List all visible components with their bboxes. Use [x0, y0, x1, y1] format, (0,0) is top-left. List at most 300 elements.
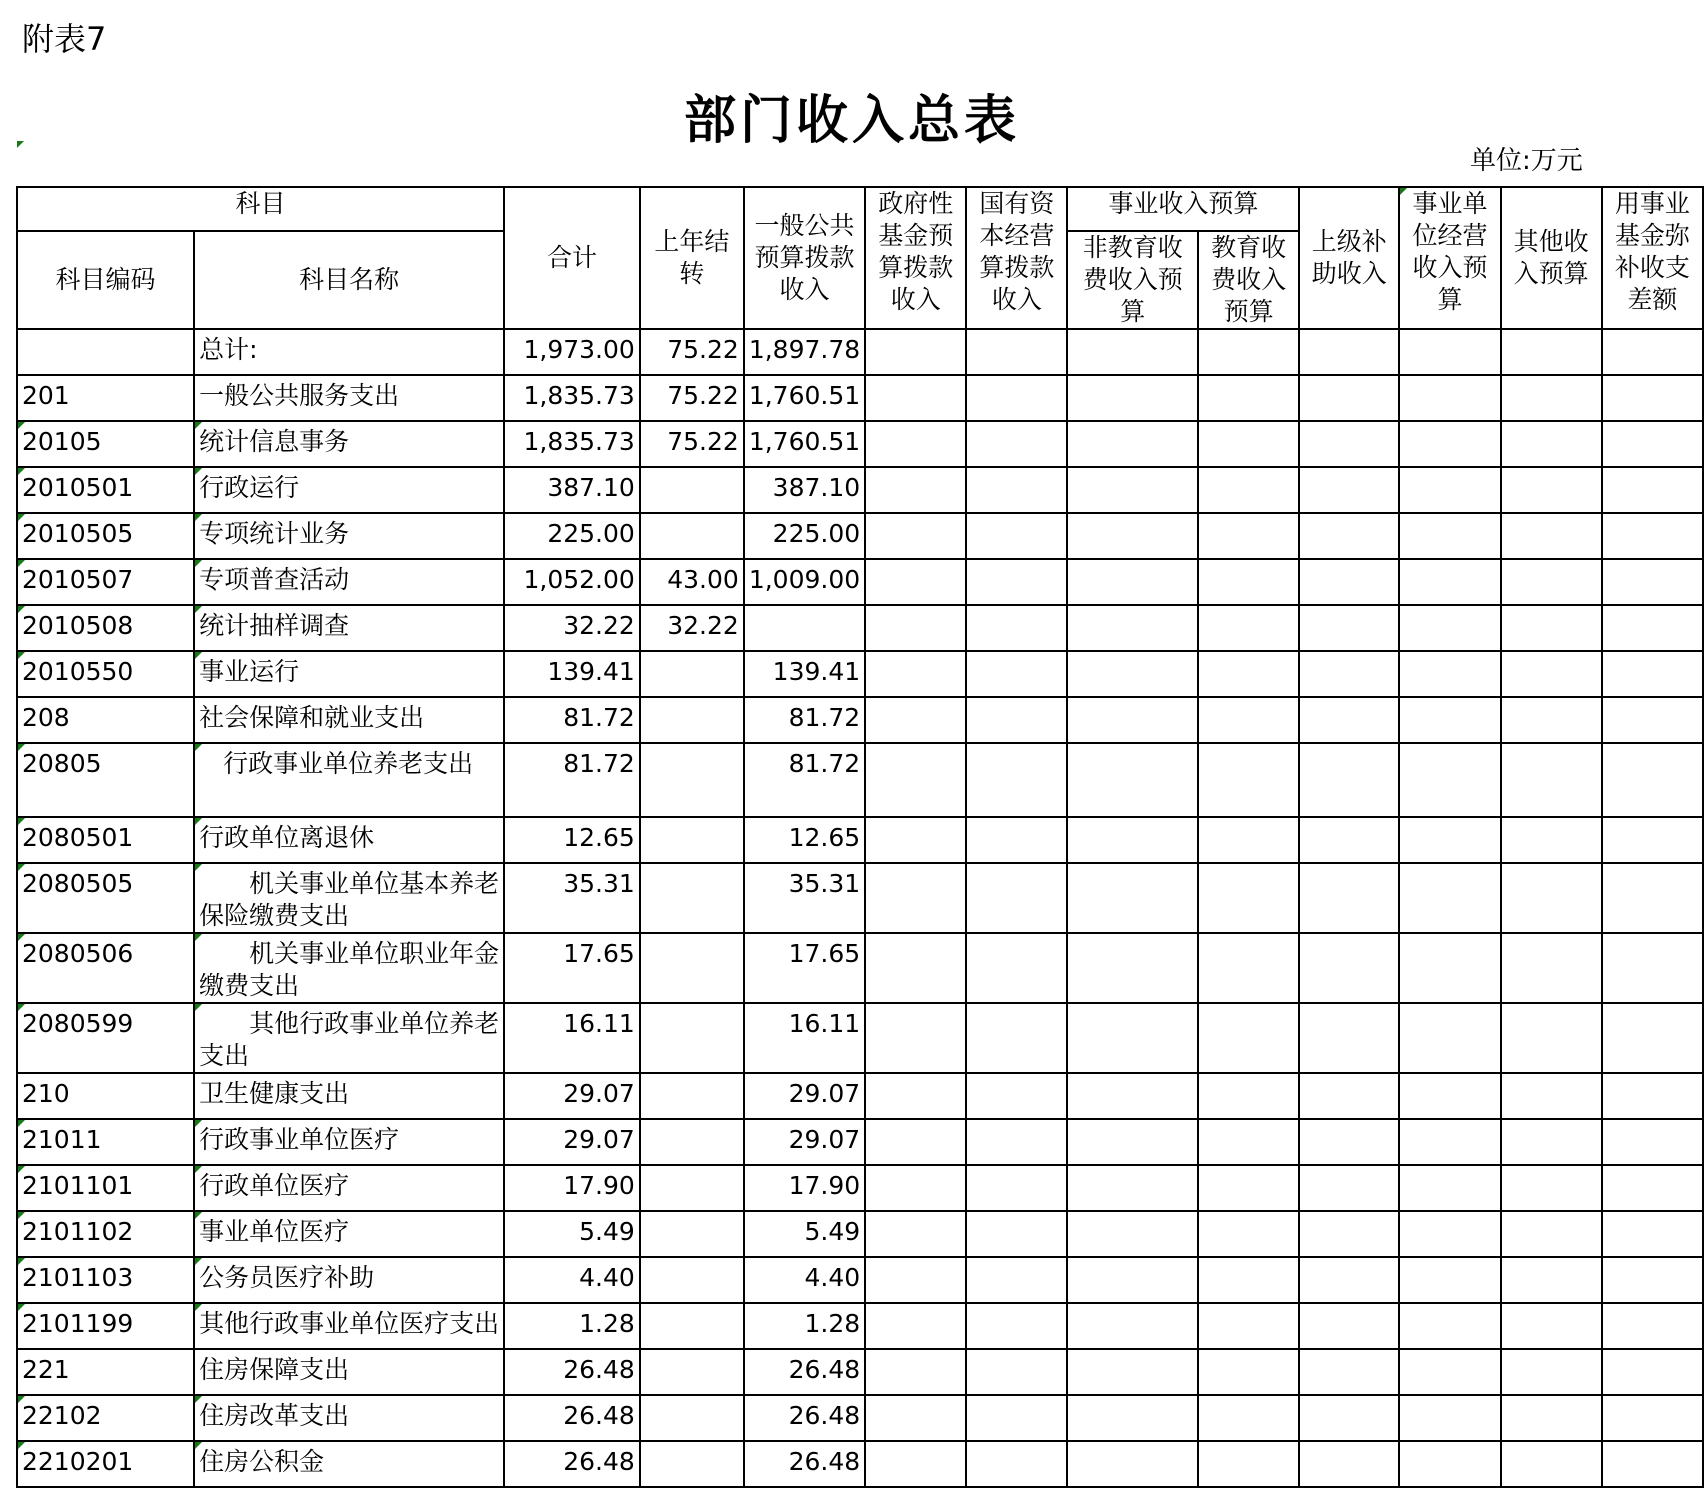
total-value: 225.00 [504, 513, 640, 559]
edu-value [1198, 1003, 1299, 1073]
state-capital-value [966, 863, 1067, 933]
fund-offset-value [1602, 1257, 1703, 1303]
carryover-value [640, 1395, 744, 1441]
subject-code: 21011 [17, 1119, 194, 1165]
fund-offset-value [1602, 697, 1703, 743]
general-budget-value: 1,009.00 [744, 559, 865, 605]
annex-label: 附表7 [22, 20, 107, 58]
superior-subsidy-value [1299, 605, 1399, 651]
table-row [17, 1165, 1703, 1211]
edu-value [1198, 863, 1299, 933]
carryover-value [640, 1257, 744, 1303]
subject-name: 机关事业单位基本养老保险缴费支出 [194, 863, 504, 933]
superior-subsidy-value [1299, 1119, 1399, 1165]
general-budget-value: 225.00 [744, 513, 865, 559]
edu-value [1198, 513, 1299, 559]
subject-code: 20105 [17, 421, 194, 467]
table-row [17, 1395, 1703, 1441]
non-edu-value [1067, 1211, 1198, 1257]
state-capital-value [966, 1073, 1067, 1119]
carryover-value [640, 651, 744, 697]
superior-subsidy-value [1299, 1211, 1399, 1257]
gov-fund-value [865, 863, 966, 933]
fund-offset-value [1602, 467, 1703, 513]
subject-name: 公务员医疗补助 [194, 1257, 504, 1303]
other-income-value [1501, 1073, 1602, 1119]
superior-subsidy-value [1299, 1349, 1399, 1395]
gov-fund-value [865, 1165, 966, 1211]
superior-subsidy-value [1299, 817, 1399, 863]
total-value: 1,052.00 [504, 559, 640, 605]
general-budget-value: 35.31 [744, 863, 865, 933]
total-value: 81.72 [504, 743, 640, 817]
other-income-value [1501, 467, 1602, 513]
other-income-value [1501, 1119, 1602, 1165]
state-capital-value [966, 1211, 1067, 1257]
state-capital-value [966, 329, 1067, 375]
non-edu-value [1067, 375, 1198, 421]
fund-offset-value [1602, 1073, 1703, 1119]
state-capital-value [966, 1349, 1067, 1395]
header-gov-fund: 政府性基金预算拨款收入 [865, 187, 966, 329]
edu-value [1198, 1165, 1299, 1211]
non-edu-value [1067, 467, 1198, 513]
general-budget-value: 4.40 [744, 1257, 865, 1303]
fund-offset-value [1602, 1441, 1703, 1487]
cell-comment-marker [18, 1304, 25, 1311]
edu-value [1198, 1303, 1299, 1349]
cell-comment-marker [18, 1212, 25, 1219]
superior-subsidy-value [1299, 1165, 1399, 1211]
superior-subsidy-value [1299, 743, 1399, 817]
general-budget-value: 17.65 [744, 933, 865, 1003]
state-capital-value [966, 513, 1067, 559]
subject-code: 2010501 [17, 467, 194, 513]
carryover-value [640, 697, 744, 743]
subject-name: 住房改革支出 [194, 1395, 504, 1441]
carryover-value [640, 1349, 744, 1395]
non-edu-value [1067, 1119, 1198, 1165]
state-capital-value [966, 421, 1067, 467]
cell-comment-marker [18, 1258, 25, 1265]
edu-value [1198, 605, 1299, 651]
superior-subsidy-value [1299, 1441, 1399, 1487]
other-income-value [1501, 1003, 1602, 1073]
non-edu-value [1067, 743, 1198, 817]
table-row [17, 1119, 1703, 1165]
non-edu-value [1067, 817, 1198, 863]
other-income-value [1501, 743, 1602, 817]
affiliated-ops-value [1399, 651, 1500, 697]
income-summary-table [16, 186, 1704, 1488]
affiliated-ops-value [1399, 1441, 1500, 1487]
general-budget-value: 26.48 [744, 1349, 865, 1395]
total-value: 1,835.73 [504, 375, 640, 421]
state-capital-value [966, 605, 1067, 651]
carryover-value [640, 863, 744, 933]
header-business-income: 事业收入预算 [1067, 187, 1299, 231]
table-row [17, 421, 1703, 467]
general-budget-value: 29.07 [744, 1119, 865, 1165]
general-budget-value: 17.90 [744, 1165, 865, 1211]
non-edu-value [1067, 863, 1198, 933]
subject-name: 行政单位医疗 [194, 1165, 504, 1211]
carryover-value [640, 743, 744, 817]
cell-comment-marker [195, 514, 202, 521]
table-row [17, 467, 1703, 513]
affiliated-ops-value [1399, 513, 1500, 559]
cell-comment-marker [18, 514, 25, 521]
fund-offset-value [1602, 559, 1703, 605]
non-edu-value [1067, 513, 1198, 559]
gov-fund-value [865, 1303, 966, 1349]
subject-code: 20805 [17, 743, 194, 817]
total-value: 26.48 [504, 1395, 640, 1441]
cell-comment-marker [195, 652, 202, 659]
other-income-value [1501, 1257, 1602, 1303]
gov-fund-value [865, 1257, 966, 1303]
total-value: 32.22 [504, 605, 640, 651]
gov-fund-value [865, 1119, 966, 1165]
fund-offset-value [1602, 651, 1703, 697]
subject-code: 221 [17, 1349, 194, 1395]
total-value: 1.28 [504, 1303, 640, 1349]
gov-fund-value [865, 329, 966, 375]
total-value: 17.65 [504, 933, 640, 1003]
cell-comment-marker [18, 560, 25, 567]
gov-fund-value [865, 1003, 966, 1073]
edu-value [1198, 697, 1299, 743]
edu-value [1198, 559, 1299, 605]
subject-code: 2101101 [17, 1165, 194, 1211]
state-capital-value [966, 467, 1067, 513]
carryover-value [640, 513, 744, 559]
subject-code: 2101102 [17, 1211, 194, 1257]
non-edu-value [1067, 1257, 1198, 1303]
fund-offset-value [1602, 933, 1703, 1003]
subject-name: 行政运行 [194, 467, 504, 513]
general-budget-value [744, 605, 865, 651]
state-capital-value [966, 1395, 1067, 1441]
other-income-value [1501, 863, 1602, 933]
edu-value [1198, 1441, 1299, 1487]
subject-code: 2210201 [17, 1441, 194, 1487]
cell-comment-marker [17, 141, 24, 148]
affiliated-ops-value [1399, 697, 1500, 743]
header-total: 合计 [504, 187, 640, 329]
cell-comment-marker [1400, 188, 1407, 195]
subject-name: 卫生健康支出 [194, 1073, 504, 1119]
affiliated-ops-value [1399, 605, 1500, 651]
edu-value [1198, 933, 1299, 1003]
superior-subsidy-value [1299, 697, 1399, 743]
table-row [17, 933, 1703, 1003]
gov-fund-value [865, 1211, 966, 1257]
edu-value [1198, 651, 1299, 697]
non-edu-value [1067, 605, 1198, 651]
affiliated-ops-value [1399, 743, 1500, 817]
state-capital-value [966, 1257, 1067, 1303]
total-value: 139.41 [504, 651, 640, 697]
header-state-capital: 国有资本经营算拨款收入 [966, 187, 1067, 329]
page-title: 部门收入总表 [683, 91, 1020, 151]
subject-name: 其他行政事业单位养老支出 [194, 1003, 504, 1073]
affiliated-ops-value [1399, 559, 1500, 605]
carryover-value [640, 1441, 744, 1487]
state-capital-value [966, 651, 1067, 697]
general-budget-value: 387.10 [744, 467, 865, 513]
state-capital-value [966, 1303, 1067, 1349]
edu-value [1198, 1349, 1299, 1395]
superior-subsidy-value [1299, 1073, 1399, 1119]
other-income-value [1501, 1441, 1602, 1487]
header-other: 其他收入预算 [1501, 187, 1602, 329]
superior-subsidy-value [1299, 375, 1399, 421]
gov-fund-value [865, 375, 966, 421]
affiliated-ops-value [1399, 1165, 1500, 1211]
total-value: 1,973.00 [504, 329, 640, 375]
table-row [17, 605, 1703, 651]
subject-name: 事业单位医疗 [194, 1211, 504, 1257]
general-budget-value: 139.41 [744, 651, 865, 697]
subject-name: 统计抽样调查 [194, 605, 504, 651]
fund-offset-value [1602, 1211, 1703, 1257]
header-general-budget: 一般公共预算拨款收入 [744, 187, 865, 329]
edu-value [1198, 421, 1299, 467]
other-income-value [1501, 651, 1602, 697]
state-capital-value [966, 375, 1067, 421]
table-row [17, 1211, 1703, 1257]
subject-code: 2010550 [17, 651, 194, 697]
edu-value [1198, 467, 1299, 513]
non-edu-value [1067, 1165, 1198, 1211]
total-value: 29.07 [504, 1119, 640, 1165]
superior-subsidy-value [1299, 1257, 1399, 1303]
non-edu-value [1067, 697, 1198, 743]
table-row [17, 1073, 1703, 1119]
fund-offset-value [1602, 605, 1703, 651]
cell-comment-marker [195, 1004, 202, 1011]
total-value: 12.65 [504, 817, 640, 863]
state-capital-value [966, 933, 1067, 1003]
cell-comment-marker [18, 652, 25, 659]
affiliated-ops-value [1399, 1003, 1500, 1073]
cell-comment-marker [18, 818, 25, 825]
carryover-value: 75.22 [640, 421, 744, 467]
state-capital-value [966, 1165, 1067, 1211]
table-row [17, 1003, 1703, 1073]
other-income-value [1501, 1303, 1602, 1349]
subject-name: 行政事业单位医疗 [194, 1119, 504, 1165]
cell-comment-marker [195, 1258, 202, 1265]
table-row [17, 743, 1703, 817]
subject-code: 2080506 [17, 933, 194, 1003]
table-row [17, 375, 1703, 421]
subject-code: 201 [17, 375, 194, 421]
edu-value [1198, 1119, 1299, 1165]
fund-offset-value [1602, 817, 1703, 863]
superior-subsidy-value [1299, 651, 1399, 697]
subject-code [17, 329, 194, 375]
subject-code: 22102 [17, 1395, 194, 1441]
total-value: 4.40 [504, 1257, 640, 1303]
edu-value [1198, 743, 1299, 817]
carryover-value [640, 1119, 744, 1165]
subject-code: 2010507 [17, 559, 194, 605]
cell-comment-marker [18, 744, 25, 751]
non-edu-value [1067, 933, 1198, 1003]
total-value: 29.07 [504, 1073, 640, 1119]
edu-value [1198, 817, 1299, 863]
non-edu-value [1067, 329, 1198, 375]
fund-offset-value [1602, 1349, 1703, 1395]
affiliated-ops-value [1399, 421, 1500, 467]
fund-offset-value [1602, 1003, 1703, 1073]
non-edu-value [1067, 1349, 1198, 1395]
carryover-value: 43.00 [640, 559, 744, 605]
gov-fund-value [865, 513, 966, 559]
fund-offset-value [1602, 375, 1703, 421]
edu-value [1198, 1073, 1299, 1119]
subject-name: 总计: [194, 329, 504, 375]
cell-comment-marker [195, 1166, 202, 1173]
general-budget-value: 1,760.51 [744, 421, 865, 467]
fund-offset-value [1602, 863, 1703, 933]
fund-offset-value [1602, 329, 1703, 375]
header-row-1 [17, 187, 1703, 231]
subject-name: 行政单位离退休 [194, 817, 504, 863]
gov-fund-value [865, 1073, 966, 1119]
carryover-value: 75.22 [640, 329, 744, 375]
gov-fund-value [865, 605, 966, 651]
state-capital-value [966, 743, 1067, 817]
superior-subsidy-value [1299, 421, 1399, 467]
subject-name: 住房公积金 [194, 1441, 504, 1487]
general-budget-value: 1,760.51 [744, 375, 865, 421]
carryover-value [640, 817, 744, 863]
other-income-value [1501, 421, 1602, 467]
table-row [17, 1441, 1703, 1487]
subject-code: 2080501 [17, 817, 194, 863]
gov-fund-value [865, 559, 966, 605]
header-superior-subsidy: 上级补助收入 [1299, 187, 1399, 329]
subject-name: 事业运行 [194, 651, 504, 697]
carryover-value [640, 1211, 744, 1257]
non-edu-value [1067, 1441, 1198, 1487]
affiliated-ops-value [1399, 1257, 1500, 1303]
gov-fund-value [865, 1441, 966, 1487]
state-capital-value [966, 697, 1067, 743]
affiliated-ops-value [1399, 375, 1500, 421]
cell-comment-marker [195, 864, 202, 871]
header-code: 科目编码 [17, 231, 194, 329]
subject-name: 专项统计业务 [194, 513, 504, 559]
affiliated-ops-value [1399, 1073, 1500, 1119]
gov-fund-value [865, 421, 966, 467]
subject-code: 2010505 [17, 513, 194, 559]
subject-name: 机关事业单位职业年金缴费支出 [194, 933, 504, 1003]
cell-comment-marker [18, 422, 25, 429]
other-income-value [1501, 559, 1602, 605]
cell-comment-marker [18, 468, 25, 475]
subject-name: 统计信息事务 [194, 421, 504, 467]
header-fund-offset: 用事业基金弥补收支差额 [1602, 187, 1703, 329]
affiliated-ops-value [1399, 329, 1500, 375]
fund-offset-value [1602, 1165, 1703, 1211]
cell-comment-marker [18, 1442, 25, 1449]
gov-fund-value [865, 933, 966, 1003]
subject-name: 社会保障和就业支出 [194, 697, 504, 743]
unit-label: 单位:万元 [1470, 146, 1583, 176]
affiliated-ops-value [1399, 1211, 1500, 1257]
general-budget-value: 5.49 [744, 1211, 865, 1257]
gov-fund-value [865, 697, 966, 743]
affiliated-ops-value [1399, 467, 1500, 513]
cell-comment-marker [195, 422, 202, 429]
cell-comment-marker [18, 1120, 25, 1127]
edu-value [1198, 375, 1299, 421]
subject-code: 2010508 [17, 605, 194, 651]
header-subject: 科目 [17, 187, 504, 231]
cell-comment-marker [195, 1120, 202, 1127]
state-capital-value [966, 1003, 1067, 1073]
other-income-value [1501, 375, 1602, 421]
fund-offset-value [1602, 1395, 1703, 1441]
general-budget-value: 12.65 [744, 817, 865, 863]
non-edu-value [1067, 1003, 1198, 1073]
table-row [17, 697, 1703, 743]
fund-offset-value [1602, 743, 1703, 817]
non-edu-value [1067, 559, 1198, 605]
state-capital-value [966, 1119, 1067, 1165]
total-value: 1,835.73 [504, 421, 640, 467]
general-budget-value: 1.28 [744, 1303, 865, 1349]
total-value: 17.90 [504, 1165, 640, 1211]
header-carryover: 上年结转 [640, 187, 744, 329]
total-value: 26.48 [504, 1441, 640, 1487]
non-edu-value [1067, 1073, 1198, 1119]
edu-value [1198, 1211, 1299, 1257]
non-edu-value [1067, 651, 1198, 697]
other-income-value [1501, 933, 1602, 1003]
subject-code: 208 [17, 697, 194, 743]
carryover-value [640, 1003, 744, 1073]
total-value: 16.11 [504, 1003, 640, 1073]
header-affiliated-ops: 事业单位经营收入预算 [1399, 187, 1500, 329]
table-row [17, 559, 1703, 605]
superior-subsidy-value [1299, 467, 1399, 513]
superior-subsidy-value [1299, 1003, 1399, 1073]
cell-comment-marker [18, 1166, 25, 1173]
state-capital-value [966, 1441, 1067, 1487]
total-value: 35.31 [504, 863, 640, 933]
affiliated-ops-value [1399, 1303, 1500, 1349]
total-value: 26.48 [504, 1349, 640, 1395]
table-row [17, 1257, 1703, 1303]
grand-total-row [17, 329, 1703, 375]
fund-offset-value [1602, 1303, 1703, 1349]
superior-subsidy-value [1299, 933, 1399, 1003]
total-value: 387.10 [504, 467, 640, 513]
fund-offset-value [1602, 513, 1703, 559]
general-budget-value: 1,897.78 [744, 329, 865, 375]
superior-subsidy-value [1299, 1395, 1399, 1441]
header-name: 科目名称 [194, 231, 504, 329]
affiliated-ops-value [1399, 1395, 1500, 1441]
subject-name: 住房保障支出 [194, 1349, 504, 1395]
affiliated-ops-value [1399, 863, 1500, 933]
other-income-value [1501, 329, 1602, 375]
